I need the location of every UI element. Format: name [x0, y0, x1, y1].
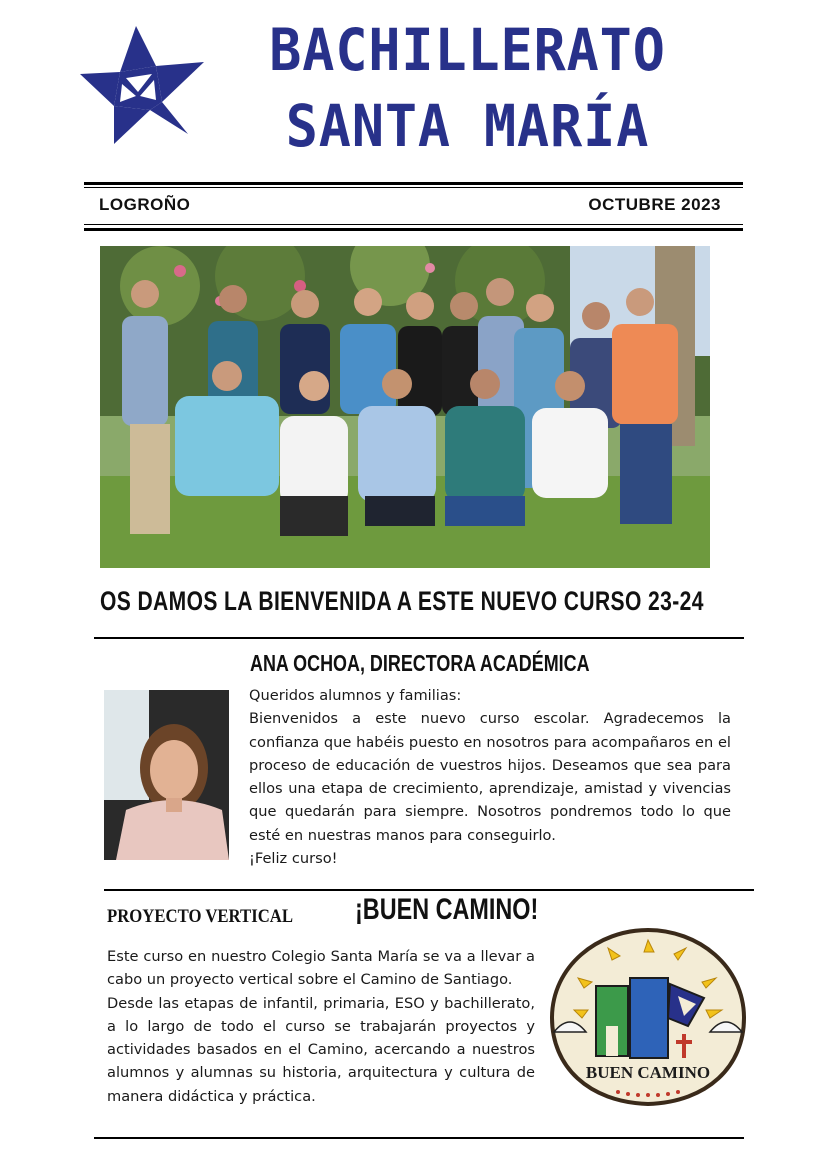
team-group-photo [100, 246, 710, 568]
section-divider-1 [94, 637, 744, 639]
project-description [107, 945, 535, 1108]
section-divider-3 [94, 1137, 744, 1139]
masthead-rule-bottom [84, 228, 743, 231]
director-portrait-photo [104, 690, 229, 860]
masthead-title-line-2: SANTA MARÍA [285, 92, 650, 160]
masthead-title-line-1: BACHILLERATO [269, 16, 666, 84]
buen-camino-headline: ¡BUEN CAMINO! [355, 893, 539, 926]
director-paragraph: Bienvenidos a este nuevo curso escolar. Agradecemos la confianza que habéis puesto en nosotros para acompañaros en el proceso de educación de vuestros hijos. Deseamos que sea para ellos una etapa de crecimiento, aprendizaje, amistad y vivencias que quedarán para siempre. Nosotros pondremos todo lo que esté en nuestras manos para conseguirlo. [249, 710, 731, 844]
dateline-date: OCTUBRE 2023 [588, 195, 721, 214]
welcome-headline: OS DAMOS LA BIENVENIDA A ESTE NUEVO CURSO 23-24 [100, 586, 704, 616]
school-star-logo [78, 24, 204, 148]
project-paragraph-1: Este curso en nuestro Colegio Santa María se va a llevar a cabo un proyecto vertical sobre el Camino de Santiago. [107, 948, 535, 989]
director-message [249, 684, 731, 870]
masthead-rule-top-thin [84, 187, 743, 188]
masthead-rule-top [84, 182, 743, 185]
buen-camino-logo-text: BUEN CAMINO [585, 1063, 711, 1082]
director-heading: ANA OCHOA, DIRECTORA ACADÉMICA [250, 650, 590, 676]
director-greeting: Queridos alumnos y familias: [249, 687, 462, 704]
project-label: PROYECTO VERTICAL [107, 906, 294, 927]
buen-camino-logo [548, 926, 748, 1108]
dateline-city: LOGROÑO [99, 195, 191, 214]
section-divider-2 [104, 889, 754, 891]
director-closing: ¡Feliz curso! [249, 850, 338, 868]
project-paragraph-2: Desde las etapas de infantil, primaria, ESO y bachillerato, a lo largo de todo el curso se trabajarán proyectos y actividades basados en el Camino, acercando a nuestros alumnos y alumnas su historia, arquitectura y cultura de manera didáctica y práctica. [107, 994, 535, 1105]
masthead-rule-bottom-thin [84, 224, 743, 225]
